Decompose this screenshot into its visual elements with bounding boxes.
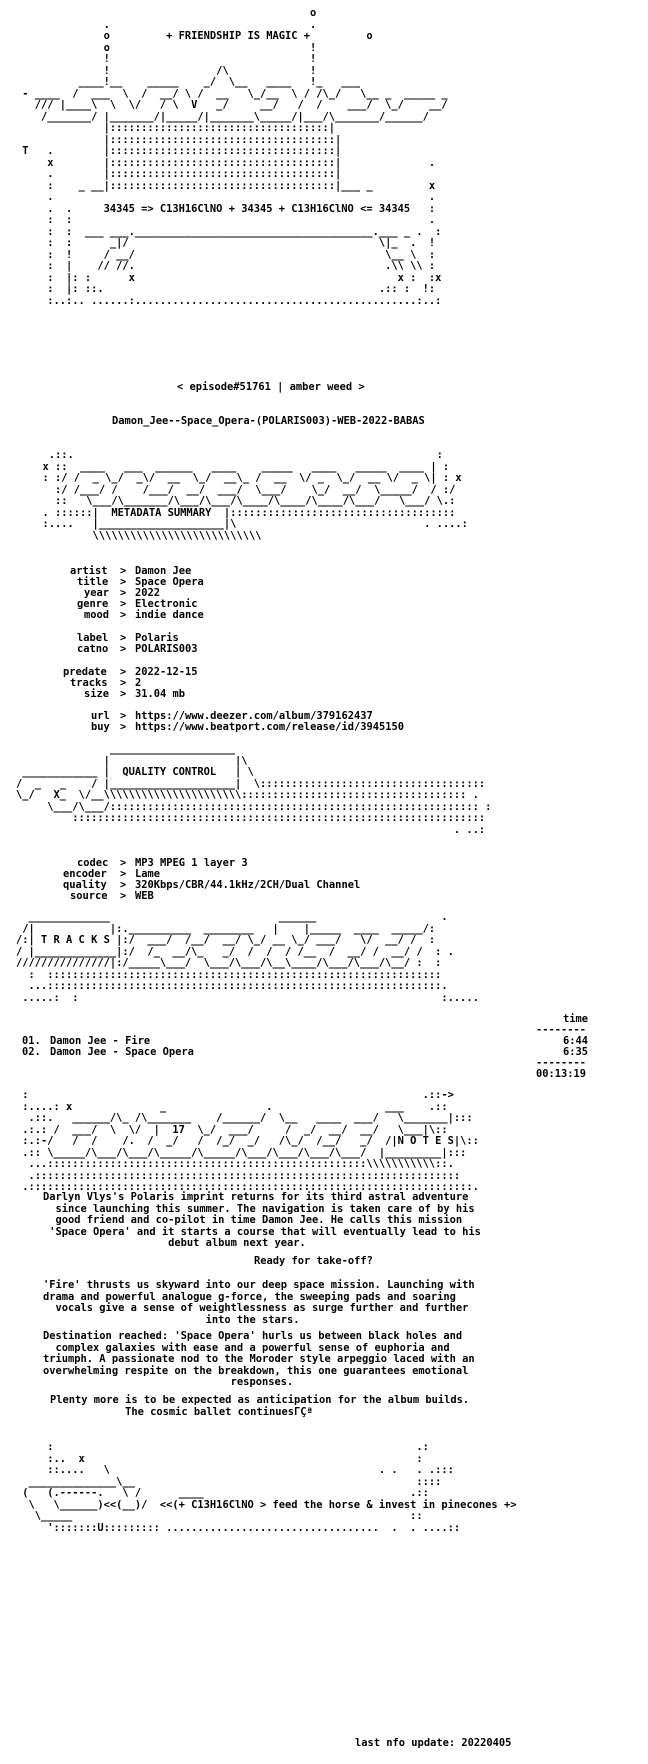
metadata-mood-label: mood — [84, 609, 110, 621]
metadata-predate-label: predate — [63, 666, 107, 678]
quality-source-value: WEB — [135, 890, 154, 902]
notes-paragraph: Ready for take-off? — [254, 1255, 373, 1267]
metadata-label-label: label — [77, 632, 109, 644]
quality-source-label: source — [70, 890, 108, 902]
metadata-predate-value: 2022-12-15 — [135, 666, 198, 678]
quality-sep: > — [120, 857, 127, 869]
track-time-header: time — [563, 1013, 589, 1025]
metadata-artist-value: Damon Jee — [135, 565, 192, 577]
metadata-mood-value: indie dance — [135, 609, 204, 621]
metadata-sep: > — [120, 677, 127, 689]
quality-sep: > — [120, 868, 127, 880]
header-ascii-logo: o . . o + FRIENDSHIP IS MAGIC + o o ! ! ! ! /\ ! ____!__ _____ _/ \__ ____ !_ ___ - ____ / ___ \ / __/ \ / __ \_/__ \ / /\_/ \__ _ _____ _ /// |____\ \ \/ / \ V _/ __/ / / ___/ \_/ __/ /_______/ |_______/|_____/|_______\_____/|___/\_______/______/ |:::::::::::::::::::::::::::::::::::| |::::::::::::::::::::::::::::::::::::| T . |::::::::::::::::::::::::::::::::::::| x |::::::::::::::::::::::::::::::::::::| . . |::::::::::::::::::::::::::::::::::::| : _ __|::::::::::::::::::::::::::::::::::::|___ _ x . . . . 34345 => C13H16ClNO + 34345 + C13H16ClNO <= 34345 : : : . : : ___ ___.______________________________________.___ _ . : : : _|/ \|_ . ! : ! / __/ \__ \ : : | // //. .\\ \\ : : |: : x x : :x : |: ::. .:: : !: :..:.. ......:.............................................:..: — [22, 7, 448, 307]
track-time-rule: -------- — [536, 1024, 587, 1036]
metadata-catno-label: catno — [77, 643, 109, 655]
metadata-sep: > — [120, 721, 127, 733]
metadata-genre-value: Electronic — [135, 598, 198, 610]
track-total-time: 00:13:19 — [536, 1068, 587, 1080]
notes-paragraph: Destination reached: 'Space Opera' hurls us between black holes and complex galaxies with ease and a powerful sense of euphoria and triumph. A passionate nod to the Moroder style arpeggio laced with an overwhelming respite on the breakdown, this one guarantees emotional responses. — [43, 1330, 475, 1388]
metadata-buy-label: buy — [91, 721, 110, 733]
metadata-sep: > — [120, 688, 127, 700]
notes-paragraph: Darlyn Vlys's Polaris imprint returns for its third astral adventure since launching this summer. The navigation is taken care of by his good friend and co-pilot in time Damon Jee. He calls this mission 'Space Opera' and it starts a course that will eventually lead to his debut album next year. — [43, 1191, 481, 1249]
notes-paragraph: 'Fire' thrusts us skyward into our deep space mission. Launching with drama and powerful analogue g-force, the sweeping pads and soaring vocals give a sense of weightlessness as surge further and further into the stars. — [43, 1279, 475, 1326]
track-title: Damon Jee - Fire — [50, 1035, 151, 1047]
tracks-section-ascii-header: _____________ ______ . /| |:.__________ ________ | |_____ ____ _____/: /:| T R A C K S |:/ ___/ /__/ __/ \_/ __ \_/ ___/ \/ __/ / : / |_____________|:/ /_ __/\_ _/ / / / /__ / __/ / __/ / : . ///////////////|:/_____\___/ \___/\___/\__\____/\___/\___/\__/ : : : ::::::::::::::::::::::::::::::::::::::::::::::::::::::::::::::: ...:::::::::::::::::::::::::::::::::::::::::::::::::::::::::::::::. .....: : :..... — [16, 911, 479, 1004]
metadata-year-value: 2022 — [135, 587, 161, 599]
metadata-sep: > — [120, 632, 127, 644]
metadata-sep: > — [120, 643, 127, 655]
metadata-tracks-label: tracks — [70, 677, 108, 689]
metadata-sep: > — [120, 598, 127, 610]
metadata-sep: > — [120, 587, 127, 599]
track-total-rule: -------- — [536, 1057, 587, 1069]
track-number: 01. — [22, 1035, 41, 1047]
metadata-sep: > — [120, 576, 127, 588]
quality-sep: > — [120, 879, 127, 891]
metadata-buy-value[interactable]: https://www.beatport.com/release/id/3945150 — [135, 721, 404, 733]
metadata-catno-value: POLARIS003 — [135, 643, 198, 655]
quality-codec-label: codec — [77, 857, 109, 869]
track-number: 02. — [22, 1046, 41, 1058]
notes-section-ascii-header: : .::-> :....: x _ . ___ .:: .::. ______/\_ /\_______ /______/ \__ ____ ___/ \_______|::: .:.: / ___/ \ \/ | 17 \_/ ___/ / _/ __/ __/ \___|\:: :.:-/ / / /. / _/ / /_/ _/ /\_/ /__/ _/ /|N O T E S|\:: .:: \_____/\___/\___/\_____/\_____/\___/\___/\___/\___/ |_________|::: ...:::::::::::::::::::::::::::::::::::::::::::::::::::\\\\\\\\\\\::. .:::::::::::::::::::::::::::::::::::::::::::::::::::::::::::::::::::: .:::::::::::::::::::::::::::::::::::::::::::::::::::::::::::::::::::::::. — [22, 1089, 479, 1193]
release-name: Damon_Jee--Space_Opera-(POLARIS003)-WEB-2022-BABAS — [112, 415, 425, 427]
quality-encoder-value: Lame — [135, 868, 161, 880]
metadata-title-value: Space Opera — [135, 576, 204, 588]
quality-section-ascii-header: ____________________ | |\ ____________ | QUALITY CONTROL | \ / _ _ / |____________________| \:::::::::::::::::::::::::::::::::::: \_/ X_ \/__\\\\\\\\\\\\\\\\\\\\\\:::::::::::::::::::::::::::::::::::: . \___/\___/::::::::::::::::::::::::::::::::::::::::::::::::::::::::::: : :::::::::::::::::::::::::::::::::::::::::::::::::::::::::::::::::: . ..: — [16, 743, 492, 836]
metadata-url-value[interactable]: https://www.deezer.com/album/379162437 — [135, 710, 373, 722]
episode-line: < episode#51761 | amber weed > — [177, 381, 365, 393]
metadata-sep: > — [120, 666, 127, 678]
track-title: Damon Jee - Space Opera — [50, 1046, 194, 1058]
metadata-size-value: 31.04 mb — [135, 688, 186, 700]
metadata-sep: > — [120, 609, 127, 621]
metadata-artist-label: artist — [70, 565, 108, 577]
metadata-tracks-value: 2 — [135, 677, 142, 689]
quality-quality-value: 320Kbps/CBR/44.1kHz/2CH/Dual Channel — [135, 879, 361, 891]
notes-paragraph: Plenty more is to be expected as anticipation for the album builds. The cosmic ballet continuesΓÇª — [50, 1394, 470, 1418]
quality-quality-label: quality — [63, 879, 107, 891]
quality-codec-value: MP3 MPEG 1 layer 3 — [135, 857, 248, 869]
metadata-sep: > — [120, 710, 127, 722]
metadata-year-label: year — [84, 587, 110, 599]
metadata-label-value: Polaris — [135, 632, 179, 644]
metadata-size-label: size — [84, 688, 110, 700]
metadata-url-label: url — [91, 710, 110, 722]
track-time: 6:35 — [563, 1046, 589, 1058]
last-update: last nfo update: 20220405 — [355, 1737, 512, 1749]
footer-ascii-tagline: : .: :.. x : ::.... \ . . . .::: ______________\__ :::: ( (.------. \ / ____ .:: \ \______)<<(__)/ <<(+ C13H16ClNO > feed the horse & invest in pinecones +> \_____ :: ':::::::U::::::::: .................................. . . ....:: — [22, 1441, 517, 1534]
metadata-sep: > — [120, 565, 127, 577]
quality-encoder-label: encoder — [63, 868, 107, 880]
metadata-section-ascii-header: .::. : x :: ____ ___ ______ ____ _____ ____ _____ ____ | : : :/ / _ \_/ _\/ __ \_/ __\_ / __ \/ _ \_/ __ \/ _ \| : x :/ /___/ / /___/ __/ ___/ \___/ \_/ __/ \_____/ / :/ :: \___/\_______/\___/\___/\____/\____/\____/\___/ \___/ \.: . ::::::| METADATA SUMMARY |:::::::::::::::::::::::::::::::::::: :.... |____________________|\ . ....: \\\\\\\\\\\\\\\\\\\\\\\\\\\ — [42, 449, 468, 542]
quality-sep: > — [120, 890, 127, 902]
track-time: 6:44 — [563, 1035, 589, 1047]
metadata-title-label: title — [77, 576, 109, 588]
metadata-genre-label: genre — [77, 598, 109, 610]
